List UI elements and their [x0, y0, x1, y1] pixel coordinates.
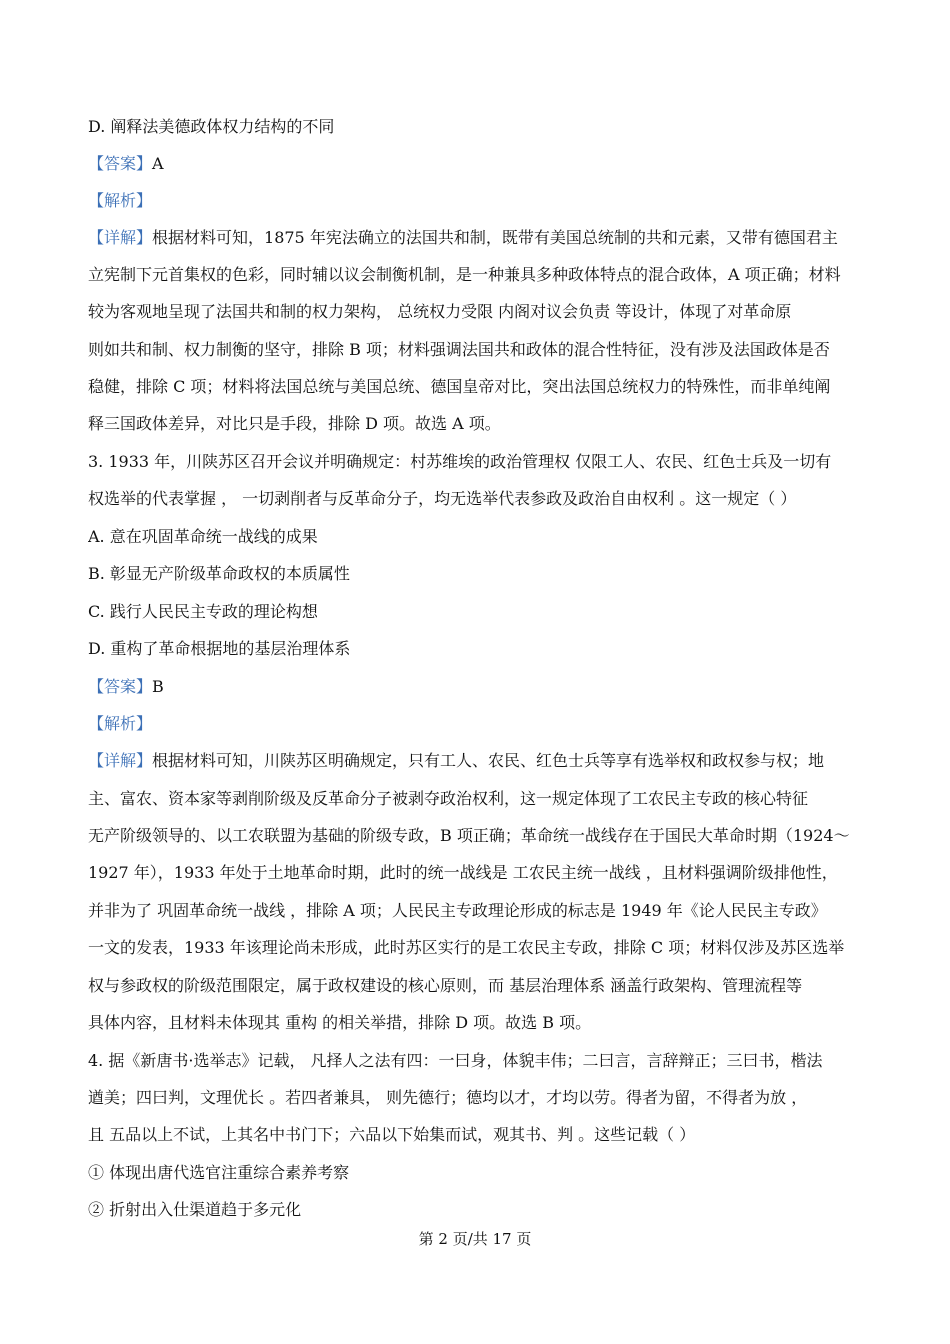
- q3-analysis-tag: [88, 712, 868, 736]
- detail-tag: 【详解】: [88, 228, 153, 247]
- q3-detail-line: 1927 年），1933 年处于土地革命时期，此时的统一战线是 工农民主统一战线 ，且材料强调阶级排他性，: [88, 863, 838, 882]
- detail-text: 根据材料可知，1875 年宪法确立的法国共和制，既带有美国总统制的共和元素，又带有德国君主: [152, 228, 838, 247]
- q3-stem-line: 权选举的代表掌握 ， 一切剥削者与反革命分子，均无选举代表参政及政治自由权利 。这一规定（ ）: [88, 489, 797, 508]
- q2-answer-line: [88, 152, 868, 176]
- q3-option-d: D. 重构了革命根据地的基层治理体系: [88, 639, 351, 658]
- analysis-tag: 【解析】: [88, 191, 153, 210]
- q3-detail-line: 无产阶级领导的、以工农联盟为基础的阶级专政，B 项正确；革命统一战线存在于国民大革命时期（1924～: [88, 826, 850, 845]
- q3-answer-line: [88, 675, 868, 699]
- q2-option-d: D. 阐释法美德政体权力结构的不同: [88, 117, 335, 136]
- q3-detail-line: 权与参政权的阶级范围限定，属于政权建设的核心原则，而 基层治理体系 涵盖行政架构、管理流程等: [88, 976, 803, 995]
- q2-detail-line: 则如共和制、权力制衡的坚守，排除 B 项；材料强调法国共和政体的混合性特征，没有涉及法国政体是否: [88, 340, 830, 359]
- detail-text: 根据材料可知，川陕苏区明确规定，只有工人、农民、红色士兵等享有选举权和政权参与权；地: [152, 751, 825, 770]
- q2-analysis-tag: [88, 189, 868, 213]
- q4-stem-line: 且 五品以上不试，上其名中书门下；六品以下始集而试，观其书、判 。这些记载（ ）: [88, 1125, 696, 1144]
- answer-value: A: [152, 154, 164, 173]
- q4-item-2: ② 折射出入仕渠道趋于多元化: [88, 1200, 302, 1219]
- q3-detail-line: 并非为了 巩固革命统一战线 ，排除 A 项；人民民主专政理论形成的标志是 1949 年《论人民民主专政》: [88, 901, 827, 920]
- q2-detail-line: [88, 226, 868, 250]
- q3-detail-line: 主、富农、资本家等剥削阶级及反革命分子被剥夺政治权利，这一规定体现了工农民主专政的核心特征: [88, 789, 809, 808]
- q4-stem-line: 遒美；四曰判，文理优长 。若四者兼具， 则先德行；德均以才，才均以劳。得者为留，不得者为放 ，: [88, 1088, 808, 1107]
- q3-detail-line: 具体内容，且材料未体现其 重构 的相关举措，排除 D 项。故选 B 项。: [88, 1013, 592, 1032]
- q4-stem-line: 4. 据《新唐书·选举志》记载， 凡择人之法有四：一曰身，体貌丰伟；二曰言，言辞辩正；三曰书，楷法: [88, 1051, 823, 1070]
- q3-option-a: A. 意在巩固革命统一战线的成果: [88, 527, 318, 546]
- answer-tag: 【答案】: [88, 154, 153, 173]
- q2-detail-line: 释三国政体差异，对比只是手段，排除 D 项。故选 A 项。: [88, 414, 501, 433]
- q3-detail-line: 一文的发表，1933 年该理论尚未形成，此时苏区实行的是工农民主专政，排除 C 项；材料仅涉及苏区选举: [88, 938, 845, 957]
- detail-tag: 【详解】: [88, 751, 153, 770]
- q3-detail-line: [88, 749, 868, 773]
- q2-detail-line: 立宪制下元首集权的色彩，同时辅以议会制衡机制，是一种兼具多种政体特点的混合政体，A 项正确；材料: [88, 265, 841, 284]
- q3-stem-line: 3. 1933 年，川陕苏区召开会议并明确规定：村苏维埃的政治管理权 仅限工人、农民、红色士兵及一切有: [88, 452, 832, 471]
- q2-detail-line: 较为客观地呈现了法国共和制的权力架构， 总统权力受限 内阁对议会负责 等设计，体现了对革命原: [88, 302, 792, 321]
- answer-value: B: [152, 677, 164, 696]
- q4-item-1: ① 体现出唐代选官注重综合素养考察: [88, 1163, 350, 1182]
- page-footer: 第 2 页/共 17 页: [418, 1230, 532, 1248]
- answer-tag: 【答案】: [88, 677, 153, 696]
- q3-option-b: B. 彰显无产阶级革命政权的本质属性: [88, 564, 350, 583]
- analysis-tag: 【解析】: [88, 714, 153, 733]
- q3-option-c: C. 践行人民民主专政的理论构想: [88, 602, 318, 621]
- q2-detail-line: 稳健，排除 C 项；材料将法国总统与美国总统、德国皇帝对比，突出法国总统权力的特殊性，而非单纯阐: [88, 377, 831, 396]
